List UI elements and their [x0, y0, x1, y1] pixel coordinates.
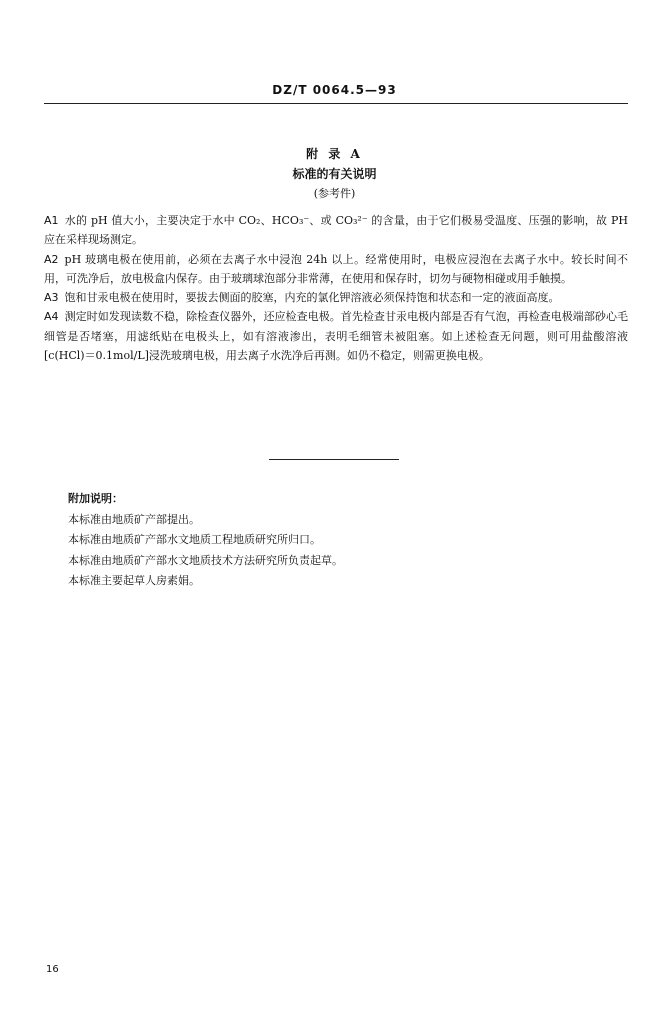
additional-note-line: 本标准由地质矿产部水文地质技术方法研究所负责起草。 [68, 553, 343, 567]
clause-label: A3 [44, 291, 59, 305]
clause-a3 [44, 288, 628, 307]
clause-label: A2 [44, 252, 59, 266]
additional-note-line: 本标准由地质矿产部提出。 [68, 512, 200, 526]
document-code: DZ/T 0064.5—93 [272, 83, 397, 97]
clause-a4 [44, 307, 628, 365]
clause-a1 [44, 211, 628, 250]
clause-text: pH 玻璃电极在使用前，必须在去离子水中浸泡 24h 以上。经常使用时，电极应浸泡在去离子水中。较长时间不用，可洗净后，放电极盒内保存。由于玻璃球泡部分非常薄，在使用和保存时，切勿与硬物相碰或用手触摸。 [44, 252, 628, 285]
annex-subtitle: 标准的有关说明 [292, 167, 377, 181]
annex-note: (参考件) [313, 187, 356, 200]
clause-a2 [44, 250, 628, 289]
clause-text: 饱和甘汞电极在使用时，要拔去侧面的胶塞，内充的氯化钾溶液必须保持饱和状态和一定的液面高度。 [64, 291, 560, 305]
annex-title: 附 录 A [306, 147, 363, 161]
additional-notes [68, 489, 343, 592]
additional-notes-heading: 附加说明： [68, 492, 123, 505]
annex-body [44, 211, 628, 365]
header-rule [44, 103, 628, 104]
clause-label: A1 [44, 214, 59, 227]
additional-note-line: 本标准主要起草人房素娟。 [68, 574, 200, 587]
clause-text: 水的 pH 值大小，主要决定于水中 CO₂、HCO₃⁻、或 CO₃²⁻ 的含量，由于它们极易受温度、压强的影响，故 PH 应在采样现场测定。 [44, 214, 628, 247]
clause-label: A4 [44, 310, 59, 324]
section-divider [269, 459, 399, 460]
additional-note-line: 本标准由地质矿产部水文地质工程地质研究所归口。 [68, 533, 321, 546]
clause-text: 测定时如发现读数不稳，除检查仪器外，还应检查电极。首先检查甘汞电极内部是否有气泡，再检查电极端部砂心毛细管是否堵塞，用滤纸贴在电极头上，如有溶液渗出，表明毛细管未被阻塞。如上述检查无问题，则可用盐酸溶液[c(HCl)＝0.1mol/L]浸洗玻璃电极，用去离子水洗净后再测。如仍不稳定，则需更换电极。 [44, 310, 628, 363]
page-number: 16 [46, 964, 59, 975]
